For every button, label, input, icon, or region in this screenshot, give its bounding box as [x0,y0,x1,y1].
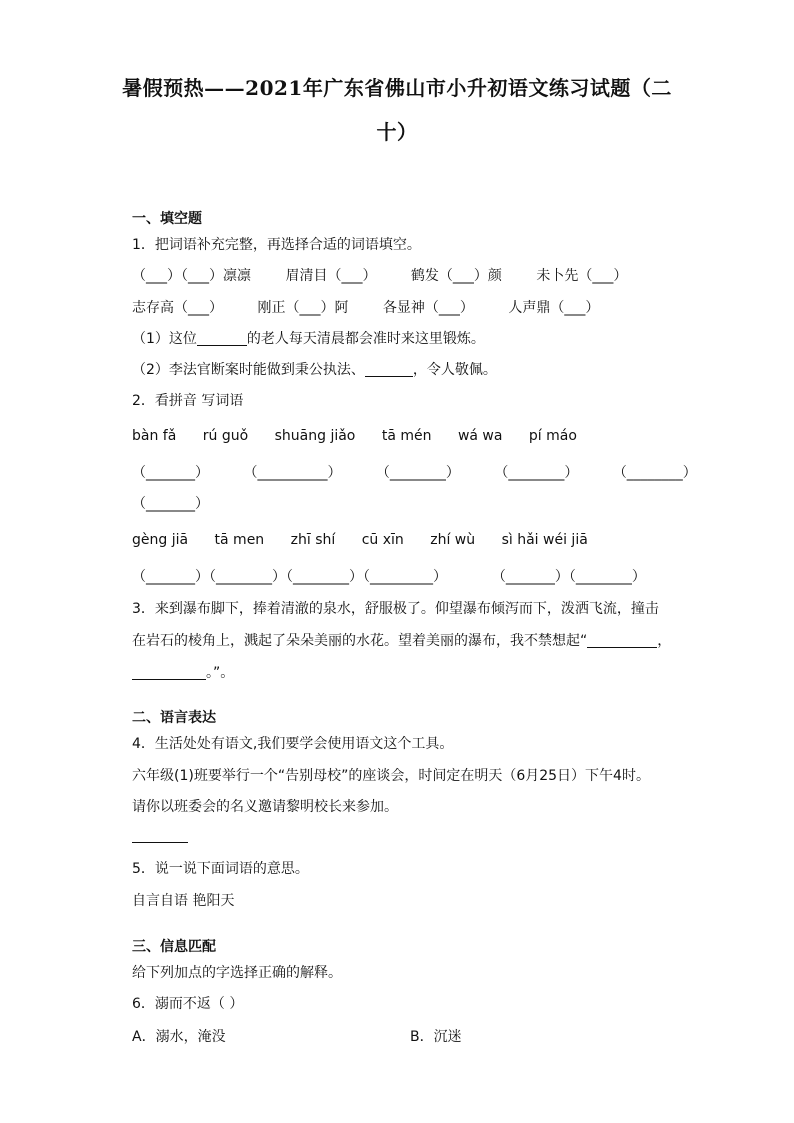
answer-blank[interactable]: （________） [494,465,579,481]
blank-item: 鹤发（___）颜 [410,268,502,284]
pinyin-row-2: gèng jiā tā men zhī shí cū xīn zhí wù sì hǎi wéi jiā [132,532,588,548]
q1-row-2 [132,297,629,317]
answer-line[interactable] [132,828,188,844]
title-line-1: 暑假预热——2021年广东省佛山市小升初语文练习试题（二 [122,76,672,100]
q4-paragraph-1: 六年级(1)班要举行一个“告别母校”的座谈会，时间定在明天（6月25日）下午4时。 [132,768,650,784]
blank-item: 各显神（___） [382,300,474,316]
question-3-line-1: 3．来到瀑布脚下，捧着清澈的泉水，舒服极了。仰望瀑布倾泻而下，泼洒飞流，撞击 [132,601,659,617]
answer-blanks[interactable]: （_______）（________）（________）（_________） [132,569,447,585]
question-3-line-2: 在岩石的棱角上，溅起了朵朵美丽的水花。望着美丽的瀑布，我不禁想起“ ， [132,633,672,649]
question-2: 2．看拼音 写词语 [132,393,244,409]
title-line-2: 十） [376,120,418,144]
section-1-heading: 一、填空题 [132,211,202,227]
section-2-heading: 二、语言表达 [132,710,216,726]
blank-item: 眉清目（___） [285,268,377,284]
question-4: 4．生活处处有语文,我们要学会使用语文这个工具。 [132,736,454,752]
blank-item: 刚正（___）阿 [257,300,349,316]
answer-blank[interactable]: （_______） [132,496,209,512]
pinyin-row-1: bàn fǎ rú guǒ shuāng jiǎo tā mén wá wa pí máo [132,428,577,444]
answer-blank[interactable] [365,362,413,377]
q1-sentence-1: （1）这位 的老人每天清晨都会准时来这里锻炼。 [132,331,485,347]
blank-item: 志存高（___） [132,300,223,316]
blank-item: 人声鼎（___） [508,300,600,316]
blank-item: （___）（___）凛凛 [132,268,251,284]
blank-item: 未卜先（___） [536,268,628,284]
question-6: 6．溺而不返（ ） [132,996,244,1012]
answer-blank[interactable]: （__________） [243,465,342,481]
answer-blank[interactable]: （_______） [132,465,209,481]
blanks-row-2 [132,566,646,586]
answer-blank[interactable] [587,633,657,648]
answer-blanks[interactable]: （_______）（________） [491,569,646,585]
answer-blank[interactable] [197,331,247,346]
question-3-line-3: 。”。 [132,662,234,682]
option-a[interactable]: A．溺水，淹没 [132,1029,226,1045]
answer-blank[interactable] [132,665,206,680]
answer-blank[interactable]: （________） [375,465,460,481]
answer-blank[interactable]: （________） [612,465,697,481]
q5-words: 自言自语 艳阳天 [132,893,235,909]
blanks-row-1 [132,462,727,482]
page-title [120,66,674,154]
q1-sentence-2: （2）李法官断案时能做到秉公执法、 ，令人敬佩。 [132,362,497,378]
section-3-intro: 给下列加点的字选择正确的解释。 [132,965,342,981]
section-3-heading: 三、信息匹配 [132,939,216,955]
q4-paragraph-2: 请你以班委会的名义邀请黎明校长来参加。 [132,799,398,815]
question-5: 5．说一说下面词语的意思。 [132,861,309,877]
question-1: 1．把词语补充完整，再选择合适的词语填空。 [132,237,421,253]
q1-row-1 [132,265,657,285]
option-b[interactable]: B．沉迷 [410,1029,462,1045]
